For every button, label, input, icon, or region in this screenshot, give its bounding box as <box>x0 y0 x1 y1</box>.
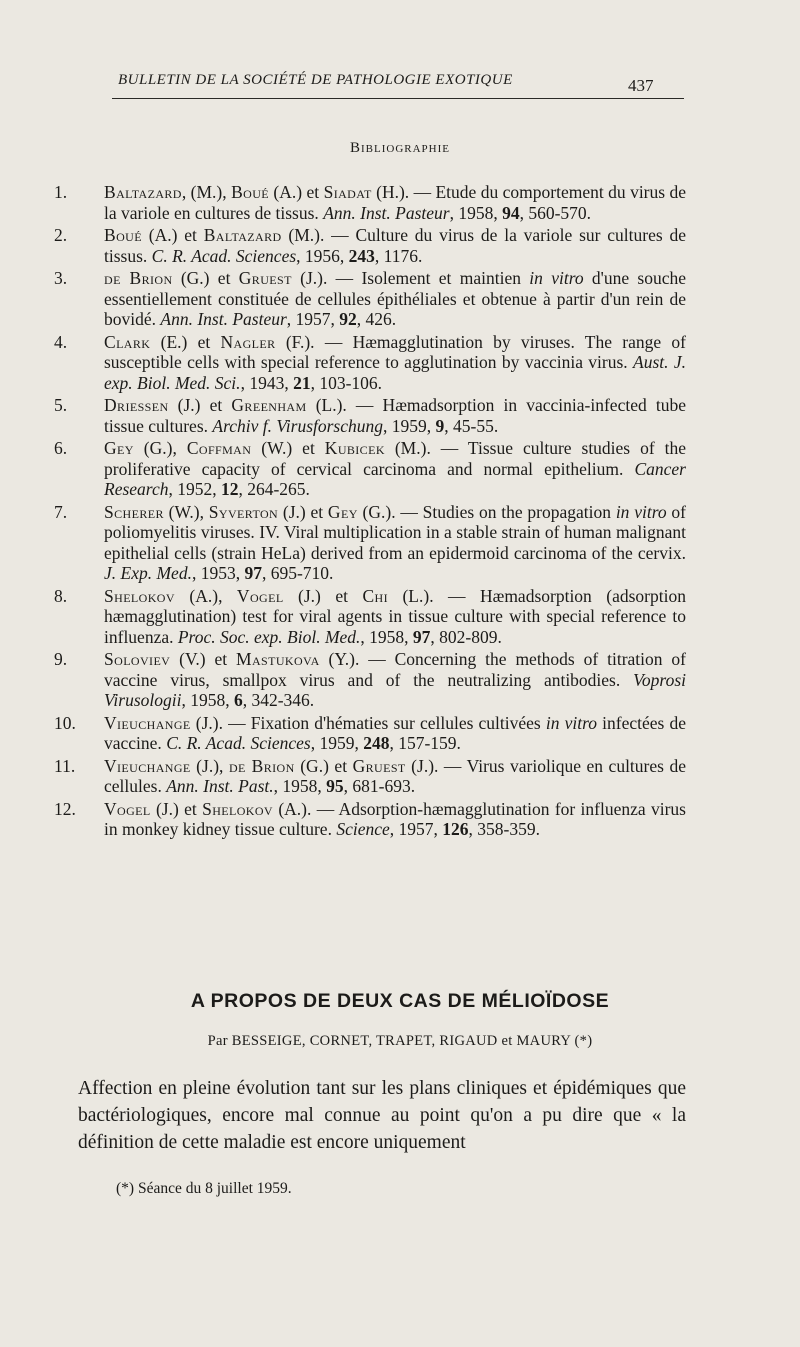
reference-author: Chi <box>362 585 388 606</box>
reference-text: (A.) et <box>269 182 324 202</box>
reference-text: (A.) et <box>141 225 204 245</box>
reference-number: 2. <box>54 225 68 245</box>
reference-author: Syverton <box>208 501 279 522</box>
reference-author: Mastukova <box>236 649 320 669</box>
reference-author: Vogel <box>104 798 151 819</box>
reference-text: (H.). — Etude du comportement du virus de la variole en cultures de tissus. <box>104 182 686 223</box>
reference-text: (J.). — Fixation d'hématies sur cellules cultivées <box>190 712 546 733</box>
reference-text: , 1957, <box>389 819 443 839</box>
reference-author: Gey <box>327 501 358 522</box>
reference-vol: 243 <box>348 245 375 266</box>
reference-text: , (M.), <box>181 182 232 202</box>
reference-vol: 94 <box>502 202 520 223</box>
reference-text: , 1957, <box>286 309 340 329</box>
reference-text: , 1958, <box>181 690 234 710</box>
reference-item <box>54 756 686 797</box>
reference-journal: Archiv f. Virusforschung <box>212 415 383 436</box>
reference-text: (J.) et <box>278 501 328 522</box>
reference-journal: J. Exp. Med. <box>104 563 192 583</box>
article-title: A PROPOS DE DEUX CAS DE MÉLIOÏDOSE <box>190 990 610 1012</box>
reference-number: 6. <box>54 438 68 458</box>
reference-journal: Ann. Inst. Pasteur <box>160 309 287 329</box>
reference-text: , 358-359. <box>468 819 540 839</box>
reference-text: (J.) et <box>150 798 203 819</box>
reference-author: Boué <box>104 225 142 245</box>
reference-text: (G.) et <box>294 755 353 776</box>
reference-item <box>54 332 686 394</box>
reference-text: (L.). — Hæmadsorption (adsorption hæmagglutination) test for viral agents in tissue culture with special reference to influenza. <box>104 585 686 647</box>
reference-text: (A.). — Adsorption-hæmagglutination for influenza virus in monkey kidney tissue culture. <box>104 798 686 839</box>
reference-text: , 1953, <box>191 563 245 583</box>
reference-number: 8. <box>54 585 68 606</box>
reference-vol: 95 <box>326 776 344 796</box>
reference-text: , 695-710. <box>261 563 334 583</box>
reference-text: (Y.). — Concerning the methods of titration of vaccine virus, smallpox virus and of the neutralizing antibodies. <box>104 649 686 690</box>
reference-text: (V.) et <box>170 649 237 669</box>
reference-text: (E.) et <box>150 331 221 352</box>
reference-text: , 1176. <box>374 245 423 266</box>
reference-number: 10. <box>54 712 76 733</box>
reference-text: (G.), <box>133 438 187 458</box>
reference-text: (F.). — Hæmagglutination by viruses. The range of susceptible cells with special reference to agglutination by vaccinia virus. <box>104 331 686 372</box>
reference-item <box>54 395 686 436</box>
reference-text: , 1958, <box>273 776 327 796</box>
reference-journal: Cancer Research <box>104 458 686 499</box>
article-byline: Par BESSEIGE, CORNET, TRAPET, RIGAUD et MAURY (*) <box>207 1033 593 1049</box>
reference-journal: in vitro <box>545 712 598 733</box>
reference-author: de Brion <box>104 268 173 288</box>
reference-text: (W.) et <box>251 438 325 458</box>
reference-journal: Science <box>336 819 390 839</box>
reference-number: 1. <box>54 182 68 202</box>
reference-author: Vieuchange <box>104 755 191 776</box>
reference-text: , 1959, <box>310 733 364 753</box>
reference-text: (M.). — Culture du virus de la variole sur cultures de tissus. <box>104 225 686 266</box>
reference-item <box>54 799 686 840</box>
reference-journal: C. R. Acad. Sciences <box>166 733 311 753</box>
reference-author: Shelokov <box>104 585 175 606</box>
reference-journal: Aust. J. exp. Biol. Med. Sci. <box>104 352 686 393</box>
reference-text: , 264-265. <box>238 479 310 499</box>
reference-vol: 92 <box>339 309 357 329</box>
reference-text: d'une souche essentiellement constituée de cellules épithéliales et obtenue à partir d'un rein de bovidé. <box>104 268 686 329</box>
reference-text: , 560-570. <box>519 202 592 223</box>
reference-text: , 45-55. <box>444 415 499 436</box>
reference-author: Boué <box>231 182 269 202</box>
reference-vol: 97 <box>244 563 262 583</box>
footnote: (*) Séance du 8 juillet 1959. <box>116 1180 292 1197</box>
reference-text: (J.). — Isolement et maintien <box>291 268 530 288</box>
reference-author: Vieuchange <box>104 712 191 733</box>
reference-text: , 426. <box>356 309 397 329</box>
reference-journal: C. R. Acad. Sciences <box>151 245 297 266</box>
reference-number: 7. <box>54 501 68 522</box>
reference-vol: 248 <box>363 733 390 753</box>
reference-item <box>54 268 686 330</box>
reference-item <box>54 502 686 584</box>
reference-journal: in vitro <box>529 268 584 288</box>
reference-author: Shelokov <box>202 798 274 819</box>
reference-author: Gruest <box>238 268 292 288</box>
reference-text: , 1959, <box>383 415 436 436</box>
reference-text: (A.), <box>174 585 237 606</box>
reference-author: de Brion <box>228 755 295 776</box>
bibliography-heading: Bibliographie <box>350 140 450 156</box>
reference-number: 4. <box>54 331 68 352</box>
reference-text: , 157-159. <box>389 733 461 753</box>
reference-journal: Ann. Inst. Past. <box>166 776 274 796</box>
reference-text: (G.). — Studies on the propagation <box>357 501 616 522</box>
reference-author: Driessen <box>104 395 169 415</box>
reference-author: Siadat <box>323 182 372 202</box>
reference-number: 3. <box>54 268 68 288</box>
reference-vol: 12 <box>220 479 239 499</box>
reference-author: Nagler <box>220 331 276 352</box>
reference-author: Baltazard <box>104 182 182 202</box>
reference-vol: 6 <box>233 690 243 710</box>
page-number: 437 <box>628 76 654 95</box>
reference-list <box>54 182 686 842</box>
reference-text: (J.) et <box>283 585 363 606</box>
reference-vol: 126 <box>442 819 469 839</box>
reference-text: (M.). — Tissue culture studies of the proliferative capacity of cervical carcinoma and normal epithelium. <box>104 438 686 479</box>
reference-journal: Proc. Soc. exp. Biol. Med. <box>177 626 361 647</box>
reference-text: , 681-693. <box>343 776 416 796</box>
reference-number: 11. <box>54 755 76 776</box>
reference-text: , 1958, <box>360 626 413 647</box>
reference-journal: Ann. Inst. Pasteur <box>323 202 450 223</box>
reference-author: Greenham <box>231 395 307 415</box>
running-head: BULLETIN DE LA SOCIÉTÉ DE PATHOLOGIE EXOTIQUE <box>118 72 513 88</box>
reference-number: 5. <box>54 395 68 415</box>
reference-author: Coffman <box>186 438 252 458</box>
reference-item <box>54 182 686 223</box>
reference-author: Gruest <box>352 755 406 776</box>
reference-number: 9. <box>54 649 68 669</box>
reference-author: Soloviev <box>104 649 171 669</box>
reference-text: infectées de vaccine. <box>104 712 686 753</box>
reference-text: , 103-106. <box>310 372 383 393</box>
reference-author: Vogel <box>236 585 284 606</box>
reference-text: (J.), <box>190 755 229 776</box>
reference-item <box>54 586 686 648</box>
article-body: Affection en pleine évolution tant sur les plans cliniques et épidémiques que bactériologiques, encore mal connue au point qu'on a pu dire que « la définition de cette maladie est encore uniquement <box>78 1078 686 1153</box>
reference-text: , 1952, <box>168 479 221 499</box>
reference-author: Scherer <box>104 501 164 522</box>
reference-vol: 9 <box>435 415 445 436</box>
reference-text: (J.) et <box>168 395 232 415</box>
reference-text: (J.). — Virus variolique en cultures de cellules. <box>104 755 687 796</box>
header-rule <box>112 98 684 99</box>
reference-journal: Voprosi Virusologii <box>104 669 686 710</box>
reference-vol: 97 <box>412 626 431 647</box>
reference-item <box>54 438 686 500</box>
reference-text: , 1956, <box>296 245 349 266</box>
reference-author: Baltazard <box>203 225 282 245</box>
reference-vol: 21 <box>293 372 311 393</box>
reference-text: of poliomyelitis viruses. IV. Viral multiplication in a stable strain of human malignant epithelial cells (strain HeLa) derived from an epidermoid carcinoma of the cervix. <box>104 501 686 563</box>
reference-text: , 1943, <box>240 372 294 393</box>
reference-text: , 1958, <box>449 202 503 223</box>
reference-item <box>54 225 686 266</box>
reference-journal: in vitro <box>615 501 667 522</box>
reference-text: (L.). — Hæmadsorption in vaccinia-infected tube tissue cultures. <box>104 395 686 436</box>
reference-text: , 342-346. <box>242 690 315 710</box>
reference-text: , 802-809. <box>430 626 502 647</box>
reference-author: Gey <box>104 438 134 458</box>
reference-author: Kubicek <box>324 438 385 458</box>
reference-text: (W.), <box>163 501 209 522</box>
reference-number: 12. <box>54 798 76 819</box>
reference-author: Clark <box>104 331 151 352</box>
reference-text: (G.) et <box>172 268 239 288</box>
reference-item <box>54 649 686 711</box>
reference-item <box>54 713 686 754</box>
